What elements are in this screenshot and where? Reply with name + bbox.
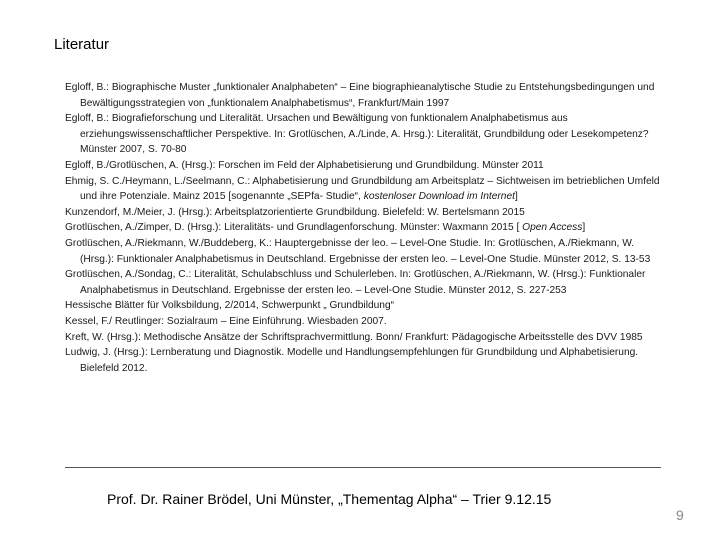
reference-text: Grotlüschen, A./Zimper, D. (Hrsg.): Literalitäts- und Grundlagenforschung. Münster: Waxmann 2015 [ xyxy=(65,222,520,234)
reference-list xyxy=(65,80,661,376)
reference-text: Grotlüschen, A./Riekmann, W./Buddeberg, K.: Hauptergebnisse der leo. – Level-One Studie. In: Grotlüschen, A./Riekmann, W. (Hrsg.): Funktionaler Analphabetismus in Deutschland. Ergebnisse der ersten leo. – Level-One Studie. Münster 2012, S. 13-53 xyxy=(65,237,651,265)
reference-text: Egloff, B.: Biografieforschung und Literalität. Ursachen und Bewältigung von funktionalem Analphabetismus aus erziehungswissenschaftlicher Perspektive. In: Grotlüschen, A./Linde, A. Hrsg.): Literalität, Grundbildung oder Lesekompetenz? Münster 2007, S. 70-80 xyxy=(65,113,649,156)
reference-entry xyxy=(65,314,661,330)
reference-text: Egloff, B.: Biographische Muster „funktionaler Analphabeten“ – Eine biographieanalytische Studie zu Entstehungsbedingungen und Bewältigungsstrategien von „funktionalem Analphabetismus“, Frankfurt/Main 1997 xyxy=(65,82,655,109)
slide-footer: Prof. Dr. Rainer Brödel, Uni Münster, „Thementag Alpha“ – Trier 9.12.15 xyxy=(107,491,552,507)
reference-text: Kreft, W. (Hrsg.): Methodische Ansätze der Schriftsprachvermittlung. Bonn/ Frankfurt: Pädagogische Arbeitsstelle des DVV 1985 xyxy=(65,331,643,343)
reference-entry xyxy=(65,158,661,174)
reference-text: Kunzendorf, M./Meier, J. (Hrsg.): Arbeitsplatzorientierte Grundbildung. Bielefeld: W. Bertelsmann 2015 xyxy=(65,206,525,218)
reference-entry xyxy=(65,298,661,314)
reference-text: Ehmig, S. C./Heymann, L./Seelmann, C.: Alphabetisierung und Grundbildung am Arbeitsplatz – Sichtweisen im betrieblichen Umfeld und ihre Potenziale. Mainz 2015 [sogenannte „SEPfa- Studie“, xyxy=(65,175,660,203)
reference-entry xyxy=(65,330,661,346)
reference-entry xyxy=(65,174,661,205)
reference-entry xyxy=(65,111,661,158)
slide-title: Literatur xyxy=(54,36,110,53)
reference-entry xyxy=(65,236,661,267)
reference-entry xyxy=(65,205,661,221)
reference-text: Egloff, B./Grotlüschen, A. (Hrsg.): Forschen im Feld der Alphabetisierung und Grundbildung. Münster 2011 xyxy=(65,159,544,171)
reference-text: Kessel, F./ Reutlinger: Sozialraum – Eine Einführung. Wiesbaden 2007. xyxy=(65,315,387,327)
reference-suffix: ] xyxy=(582,222,586,234)
reference-entry xyxy=(65,80,661,111)
reference-text: Ludwig, J. (Hrsg.): Lernberatung und Diagnostik. Modelle und Handlungsempfehlungen für Grundbildung und Alphabetisierung. Bielefeld 2012. xyxy=(65,347,639,374)
reference-suffix: ] xyxy=(514,191,518,203)
reference-text: Grotlüschen, A./Sondag, C.: Literalität, Schulabschluss und Schulerleben. In: Grotlüschen, A./Riekmann, W. (Hrsg.): Funktionaler Analphabetismus in Deutschland. Ergebnisse der ersten leo. – Level-One Studie. Münster 2012, S. 227-253 xyxy=(65,269,646,296)
page-number: 9 xyxy=(676,507,684,523)
reference-entry xyxy=(65,220,661,236)
reference-italic: kostenloser Download im Internet xyxy=(363,191,515,203)
footer-divider xyxy=(65,467,661,468)
reference-entry xyxy=(65,345,661,376)
reference-text: Hessische Blätter für Volksbildung, 2/2014, Schwerpunkt „ Grundbildung“ xyxy=(65,300,395,312)
reference-italic: Open Access xyxy=(522,222,583,234)
reference-entry xyxy=(65,267,661,298)
